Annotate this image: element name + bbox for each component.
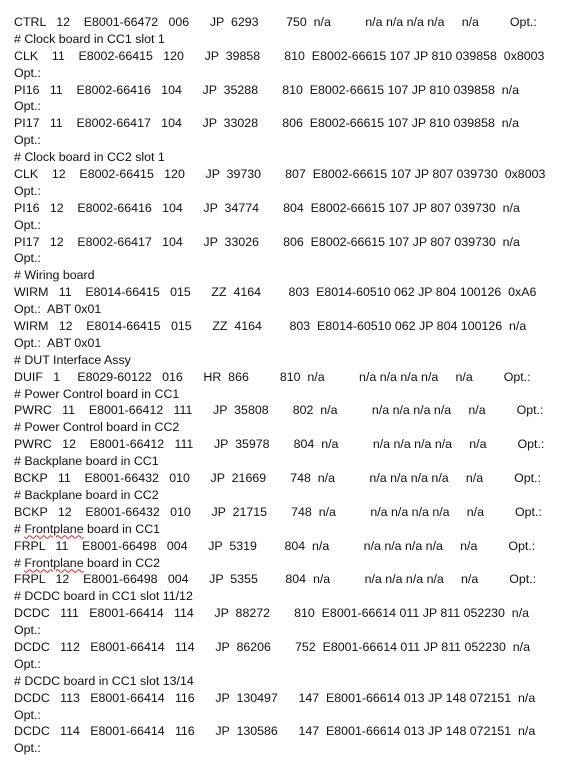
config-line: CLK 12 E8002-66415 120 JP 39730 807 E8002-66615 107 JP 807 039730 0x8003 (14, 167, 546, 182)
config-line: Opt.: (14, 183, 41, 198)
config-line: DCDC 113 E8001-66414 116 JP 130497 147 E8001-66614 013 JP 148 072151 n/a (14, 690, 536, 705)
config-line: PI16 11 E8002-66416 104 JP 35288 810 E8002-66615 107 JP 810 039858 n/a (14, 82, 519, 97)
config-line: BCKP 11 E8001-66432 010 JP 21669 748 n/a n/a n/a n/a n/a n/a Opt.: (14, 471, 541, 486)
comment-line: # Clock board in CC1 slot 1 (14, 31, 165, 46)
config-line: CTRL 12 E8001-66472 006 JP 6293 750 n/a n/a n/a n/a n/a n/a Opt.: (14, 15, 537, 29)
document-body (14, 14, 574, 757)
config-line: FRPL 12 E8001-66498 004 JP 5355 804 n/a n/a n/a n/a n/a n/a Opt.: (14, 572, 537, 587)
config-line: DCDC 112 E8001-66414 114 JP 86206 752 E8001-66614 011 JP 811 052230 n/a (14, 639, 530, 654)
comment-line: # Power Control board in CC2 (14, 420, 180, 435)
config-line: Opt.: ABT 0x01 (14, 302, 102, 317)
comment-line: # Frontplane board in CC1 (14, 521, 161, 536)
comment-line: # DCDC board in CC1 slot 11/12 (14, 589, 193, 604)
config-line: Opt.: (14, 656, 41, 671)
spellcheck-underline: Frontplane (24, 555, 84, 570)
config-line: Opt.: (14, 707, 41, 722)
config-line: DUIF 1 E8029-60122 016 HR 866 810 n/a n/a n/a n/a n/a n/a Opt.: (14, 369, 531, 384)
config-line: Opt.: ABT 0x01 (14, 335, 102, 350)
config-line: Opt.: (14, 623, 41, 638)
comment-line: # Backplane board in CC1 (14, 454, 159, 469)
config-line: PI17 12 E8002-66417 104 JP 33026 806 E8002-66615 107 JP 807 039730 n/a (14, 234, 520, 249)
config-line: PI17 11 E8002-66417 104 JP 33028 806 E8002-66615 107 JP 810 039858 n/a (14, 116, 519, 131)
comment-line: # DUT Interface Assy (14, 352, 131, 367)
config-line: CLK 11 E8002-66415 120 JP 39858 810 E8002-66615 107 JP 810 039858 0x8003 (14, 48, 545, 63)
config-line: DCDC 114 E8001-66414 116 JP 130586 147 E8001-66614 013 JP 148 072151 n/a (14, 724, 536, 739)
config-line: BCKP 12 E8001-66432 010 JP 21715 748 n/a n/a n/a n/a n/a n/a Opt.: (14, 504, 542, 519)
config-line: WIRM 12 E8014-66415 015 ZZ 4164 803 E8014-60510 062 JP 804 100126 n/a (14, 319, 527, 334)
config-line: Opt.: (14, 741, 41, 756)
config-line: FRPL 11 E8001-66498 004 JP 5319 804 n/a n/a n/a n/a n/a n/a Opt.: (14, 538, 536, 553)
config-line: WIRM 11 E8014-66415 015 ZZ 4164 803 E8014-60510 062 JP 804 100126 0xA6 (14, 285, 537, 300)
config-line: PI16 12 E8002-66416 104 JP 34774 804 E8002-66615 107 JP 807 039730 n/a (14, 200, 520, 215)
comment-line: # Backplane board in CC2 (14, 487, 159, 502)
comment-line: # Wiring board (14, 268, 95, 283)
spellcheck-underline: Frontplane (24, 521, 84, 536)
config-line: Opt.: (14, 99, 41, 114)
comment-line: # Clock board in CC2 slot 1 (14, 150, 165, 165)
config-line: Opt.: (14, 65, 41, 80)
config-line: Opt.: (14, 133, 41, 148)
config-line: DCDC 111 E8001-66414 114 JP 88272 810 E8001-66614 011 JP 811 052230 n/a (14, 606, 530, 621)
comment-line: # DCDC board in CC1 slot 13/14 (14, 673, 194, 688)
config-line: PWRC 11 E8001-66412 111 JP 35808 802 n/a n/a n/a n/a n/a n/a Opt.: (14, 403, 544, 418)
config-line: Opt.: (14, 217, 41, 232)
config-line: Opt.: (14, 251, 41, 266)
comment-line: # Frontplane board in CC2 (14, 555, 161, 570)
config-line: PWRC 12 E8001-66412 111 JP 35978 804 n/a n/a n/a n/a n/a n/a Opt.: (14, 437, 545, 452)
comment-line: # Power Control board in CC1 (14, 386, 180, 401)
